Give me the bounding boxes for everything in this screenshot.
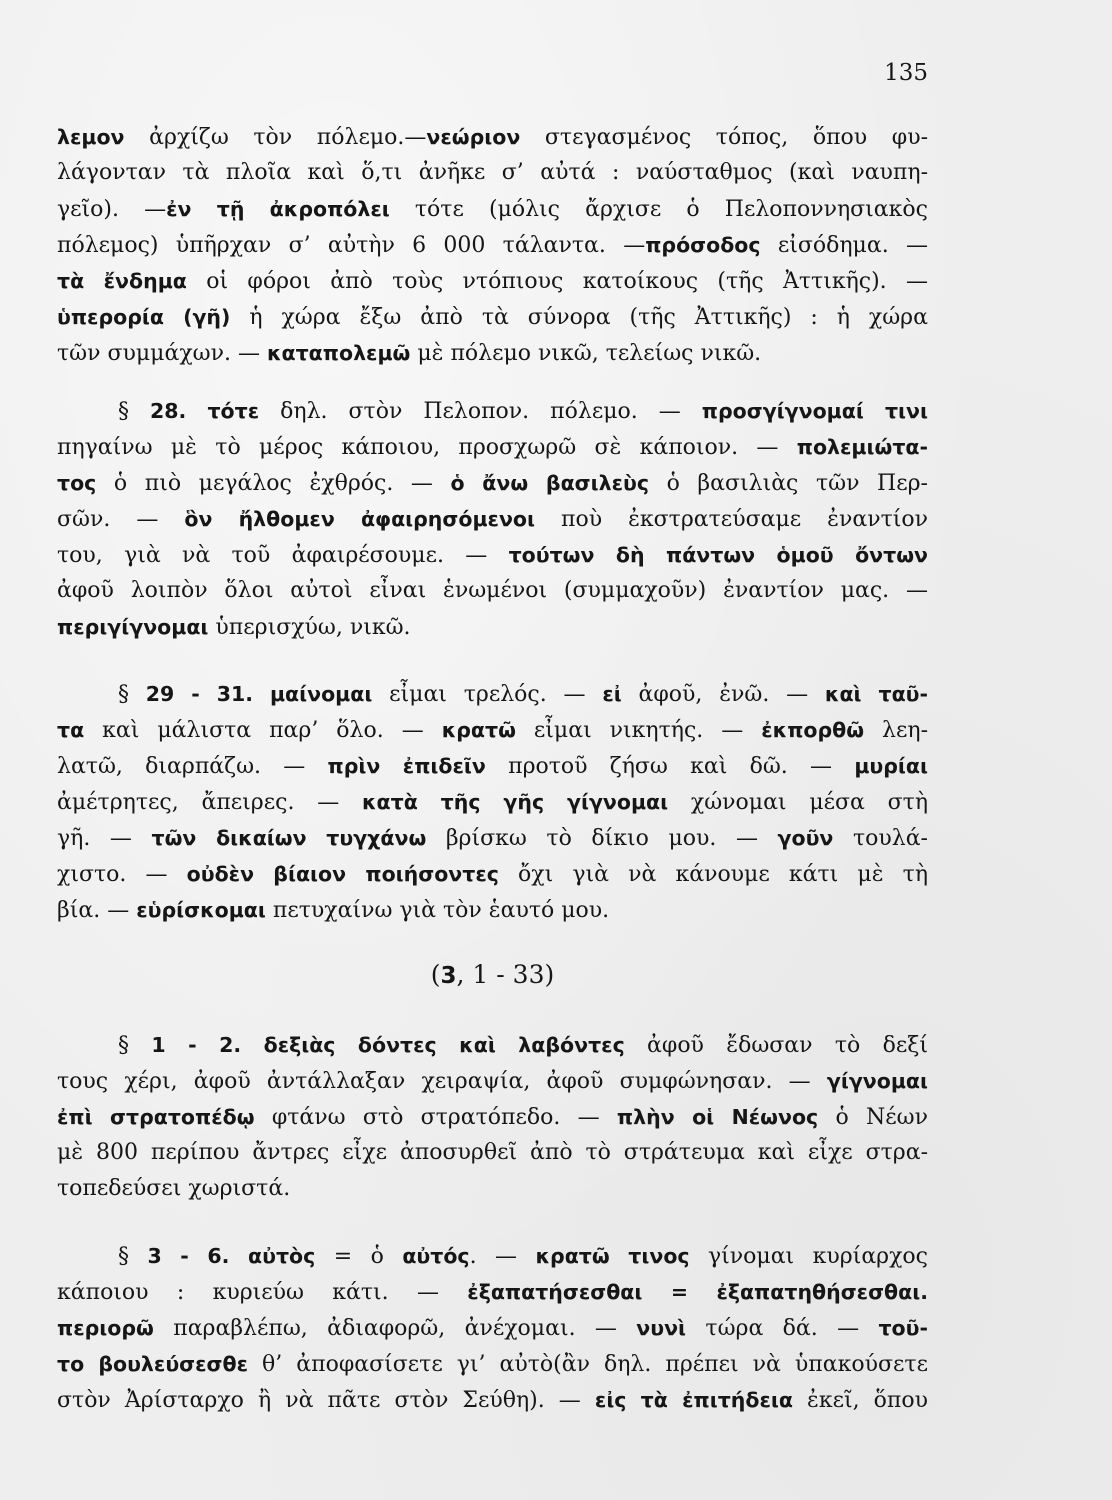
- text-line: [57, 537, 928, 573]
- text-line: [57, 676, 928, 712]
- gloss-text: . —: [469, 1244, 536, 1269]
- text-line: [57, 1135, 928, 1171]
- text-line: [57, 1027, 928, 1063]
- gloss-text: εἶμαι τρελός. —: [372, 682, 603, 707]
- gloss-term: ἐν τῇ ἀκροπόλει: [166, 197, 390, 221]
- glossary-paragraph-28: [57, 393, 928, 645]
- gloss-text: γεῖο). —: [57, 197, 167, 222]
- gloss-text: φτάνω στὸ στρατόπεδο. —: [254, 1105, 617, 1130]
- gloss-text: στὸν Ἀρίσταρχο ἢ νὰ πᾶτε στὸν Σεύθη). —: [57, 1388, 595, 1413]
- gloss-term: εἰς τὰ ἐπιτήδεια: [594, 1388, 793, 1412]
- page-number: 135: [884, 60, 928, 86]
- glossary-paragraph-continued: [57, 119, 928, 371]
- gloss-term: κατὰ τῆς γῆς γίγνομαι: [361, 790, 669, 814]
- text-line: [57, 609, 928, 645]
- gloss-text: ἐκεῖ, ὅπου: [792, 1388, 928, 1413]
- gloss-text: ὑπερισχύω, νικῶ.: [208, 615, 411, 640]
- text-line: [57, 573, 928, 609]
- gloss-term: ἐξαπατήσεσθαι = ἐξαπατηθήσεσθαι.: [467, 1280, 928, 1304]
- gloss-text: ἀρχίζω τὸν πόλεμο.—: [124, 125, 427, 150]
- section-heading: [57, 957, 928, 993]
- gloss-text: πόλεμος) ὑπῆρχαν σ’ αὐτὴν 6 000 τάλαντα. —: [57, 233, 646, 258]
- gloss-text: δηλ. στὸν Πελοπον. πόλεμο. —: [259, 399, 702, 424]
- gloss-term: 28. τότε: [150, 399, 260, 423]
- text-line: [57, 1171, 928, 1207]
- text-line: [57, 1099, 928, 1135]
- gloss-term: τος: [57, 471, 97, 495]
- gloss-text: §: [118, 1244, 148, 1269]
- gloss-term: 3 - 6. αὐτὸς: [147, 1244, 316, 1268]
- gloss-text: χώνομαι μέσα στὴ: [668, 790, 929, 815]
- gloss-text: εἰσόδημα. —: [760, 233, 928, 258]
- gloss-text: του, γιὰ νὰ τοῦ ἀφαιρέσουμε. —: [57, 543, 509, 568]
- gloss-term: κρατῶ τινος: [535, 1244, 690, 1268]
- text-line: [57, 191, 928, 227]
- gloss-term: ἐκπορθῶ: [761, 718, 865, 742]
- text-line: [57, 299, 928, 335]
- text-line: [57, 1346, 928, 1382]
- glossary-paragraph-3-6: [57, 1238, 928, 1418]
- gloss-term: τὰ ἔνδημα: [57, 269, 187, 293]
- gloss-text: ὁ πιὸ μεγάλος ἐχθρός. —: [96, 471, 451, 496]
- gloss-term: οὐδὲν βίαιον ποιήσοντες: [186, 862, 499, 886]
- text-line: [57, 335, 928, 371]
- gloss-text: ἡ χώρα ἔξω ἀπὸ τὰ σύνορα (τῆς Ἀττικῆς) : ἡ χώρα: [230, 305, 928, 330]
- text-line: [57, 892, 928, 928]
- text-line: [57, 784, 928, 820]
- gloss-text: ποὺ ἐκστρατεύσαμε ἐναντίον: [534, 507, 928, 532]
- gloss-text: τότε (μόλις ἄρχισε ὁ Πελοποννησιακὸς: [389, 197, 928, 222]
- gloss-text: οἱ φόροι ἀπὸ τοὺς ντόπιους κατοίκους (τῆς Ἀττικῆς). —: [186, 269, 928, 294]
- gloss-term: ἐπὶ στρατοπέδῳ: [57, 1105, 255, 1129]
- text-line: [57, 1310, 928, 1346]
- text-line: [57, 119, 928, 155]
- gloss-text: τοπεδεύσει χωριστά.: [57, 1176, 291, 1201]
- text-line: [57, 712, 928, 748]
- gloss-text: , 1 - 33): [456, 960, 555, 989]
- gloss-text: ὁ βασιλιὰς τῶν Περ-: [649, 471, 928, 496]
- text-line: [57, 1063, 928, 1099]
- gloss-term: 3: [440, 963, 457, 989]
- gloss-text: σῶν. —: [57, 507, 185, 532]
- gloss-term: γίγνομαι: [826, 1069, 928, 1093]
- gloss-term: 29 - 31. μαίνομαι: [145, 682, 373, 706]
- gloss-term: εὑρίσκομαι: [136, 898, 266, 922]
- gloss-text: ὁ Νέων: [818, 1105, 928, 1130]
- gloss-term: καὶ ταῦ-: [824, 682, 928, 706]
- gloss-term: ὃν ἤλθομεν ἀφαιρησόμενοι: [184, 507, 535, 531]
- gloss-term: ὑπερορία (γῆ): [57, 305, 231, 329]
- gloss-text: τουλά-: [833, 826, 928, 851]
- gloss-text: τους χέρι, ἀφοῦ ἀντάλλαξαν χειραψία, ἀφοῦ συμφώνησαν. —: [57, 1069, 827, 1094]
- gloss-text: τῶν συμμάχων. —: [57, 341, 267, 366]
- gloss-term: κρατῶ: [441, 718, 516, 742]
- gloss-text: πετυχαίνω γιὰ τὸν ἑαυτό μου.: [265, 898, 610, 923]
- gloss-text: θ’ ἀποφασίσετε γι’ αὐτὸ(ἂν δηλ. πρέπει νὰ ὑπακούσετε: [248, 1352, 928, 1377]
- gloss-text: §: [118, 682, 146, 707]
- gloss-text: καὶ μάλιστα παρ’ ὅλο. —: [84, 718, 442, 743]
- gloss-term: νεώριον: [426, 125, 521, 149]
- gloss-text: πηγαίνω μὲ τὸ μέρος κάποιου, προσχωρῶ σὲ κάποιον. —: [57, 435, 797, 460]
- gloss-text: ἀφοῦ λοιπὸν ὅλοι αὐτοὶ εἶναι ἑνωμένοι (συμμαχοῦν) ἐναντίον μας. —: [57, 578, 928, 603]
- text-line: [57, 501, 928, 537]
- gloss-term: προσγίγνομαί τινι: [701, 399, 928, 423]
- gloss-term: εἰ: [602, 682, 622, 706]
- text-line: [57, 155, 928, 191]
- gloss-term: τα: [57, 718, 85, 742]
- gloss-text: §: [118, 1033, 152, 1058]
- gloss-text: γῆ. —: [57, 826, 152, 851]
- gloss-text: = ὁ: [315, 1244, 403, 1269]
- text-line: [57, 1274, 928, 1310]
- gloss-term: ὁ ἄνω βασιλεὺς: [450, 471, 649, 495]
- text-line: [57, 227, 928, 263]
- gloss-text: παραβλέπω, ἀδιαφορῶ, ἀνέχομαι. —: [153, 1316, 637, 1341]
- gloss-text: στεγασμένος τόπος, ὅπου φυ-: [520, 125, 929, 150]
- gloss-term: τούτων δὴ πάντων ὁμοῦ ὄντων: [508, 543, 928, 567]
- gloss-term: περιγίγνομαι: [57, 615, 209, 639]
- gloss-text: ἀμέτρητες, ἄπειρες. —: [57, 790, 362, 815]
- gloss-text: μὲ πόλεμο νικῶ, τελείως νικῶ.: [410, 341, 762, 366]
- text-line: [57, 465, 928, 501]
- gloss-term: τῶν δικαίων τυγχάνω: [151, 826, 427, 850]
- gloss-term: 1 - 2. δεξιὰς δόντες καὶ λαβόντες: [151, 1033, 625, 1057]
- text-line: [57, 1238, 928, 1274]
- gloss-text: βία. —: [57, 898, 137, 923]
- glossary-paragraph-29-31: [57, 676, 928, 928]
- gloss-term: μυρίαι: [854, 754, 928, 778]
- gloss-term: γοῦν: [777, 826, 834, 850]
- text-line: [57, 957, 928, 993]
- text-line: [57, 263, 928, 299]
- text-line: [57, 1382, 928, 1418]
- gloss-text: λατῶ, διαρπάζω. —: [57, 754, 328, 779]
- gloss-term: νυνὶ: [636, 1316, 687, 1340]
- text-line: [57, 856, 928, 892]
- text-line: [57, 429, 928, 465]
- gloss-text: λεη-: [864, 718, 929, 743]
- gloss-text: λάγονταν τὰ πλοῖα καὶ ὅ,τι ἀνῆκε σ’ αὐτά : ναύσταθμος (καὶ ναυπη-: [57, 160, 928, 185]
- gloss-term: πλὴν οἱ Νέωνος: [616, 1105, 819, 1129]
- gloss-text: ἀφοῦ ἔδωσαν τὸ δεξί: [624, 1033, 928, 1058]
- text-line: [57, 748, 928, 784]
- gloss-text: βρίσκω τὸ δίκιο μου. —: [426, 826, 778, 851]
- gloss-text: μὲ 800 περίπου ἄντρες εἶχε ἀποσυρθεῖ ἀπὸ τὸ στράτευμα καὶ εἶχε στρα-: [57, 1140, 928, 1165]
- gloss-term: τοῦ-: [878, 1316, 928, 1340]
- gloss-term: λεμον: [57, 125, 125, 149]
- gloss-text: §: [118, 399, 151, 424]
- gloss-term: πολεμιώτα-: [796, 435, 928, 459]
- gloss-text: εἶμαι νικητής. —: [515, 718, 762, 743]
- text-line: [57, 820, 928, 856]
- gloss-term: το βουλεύσεσθε: [57, 1352, 248, 1376]
- text-line: [57, 393, 928, 429]
- gloss-text: ἀφοῦ, ἐνῶ. —: [621, 682, 825, 707]
- gloss-text: γίνομαι κυρίαρχος: [689, 1244, 928, 1269]
- gloss-term: αὐτός: [402, 1244, 470, 1268]
- gloss-term: περιορῶ: [57, 1316, 154, 1340]
- glossary-paragraph-1-2: [57, 1027, 928, 1207]
- gloss-text: κάποιου : κυριεύω κάτι. —: [57, 1280, 468, 1305]
- gloss-text: προτοῦ ζήσω καὶ δῶ. —: [485, 754, 855, 779]
- gloss-text: τώρα δά. —: [686, 1316, 879, 1341]
- gloss-term: πρὶν ἐπιδεῖν: [327, 754, 486, 778]
- gloss-term: πρόσοδος: [645, 233, 761, 257]
- gloss-term: καταπολεμῶ: [266, 341, 411, 365]
- gloss-text: ὄχι γιὰ νὰ κάνουμε κάτι μὲ τὴ: [498, 862, 928, 887]
- gloss-text: χιστο. —: [57, 862, 187, 887]
- gloss-text: (: [430, 960, 441, 989]
